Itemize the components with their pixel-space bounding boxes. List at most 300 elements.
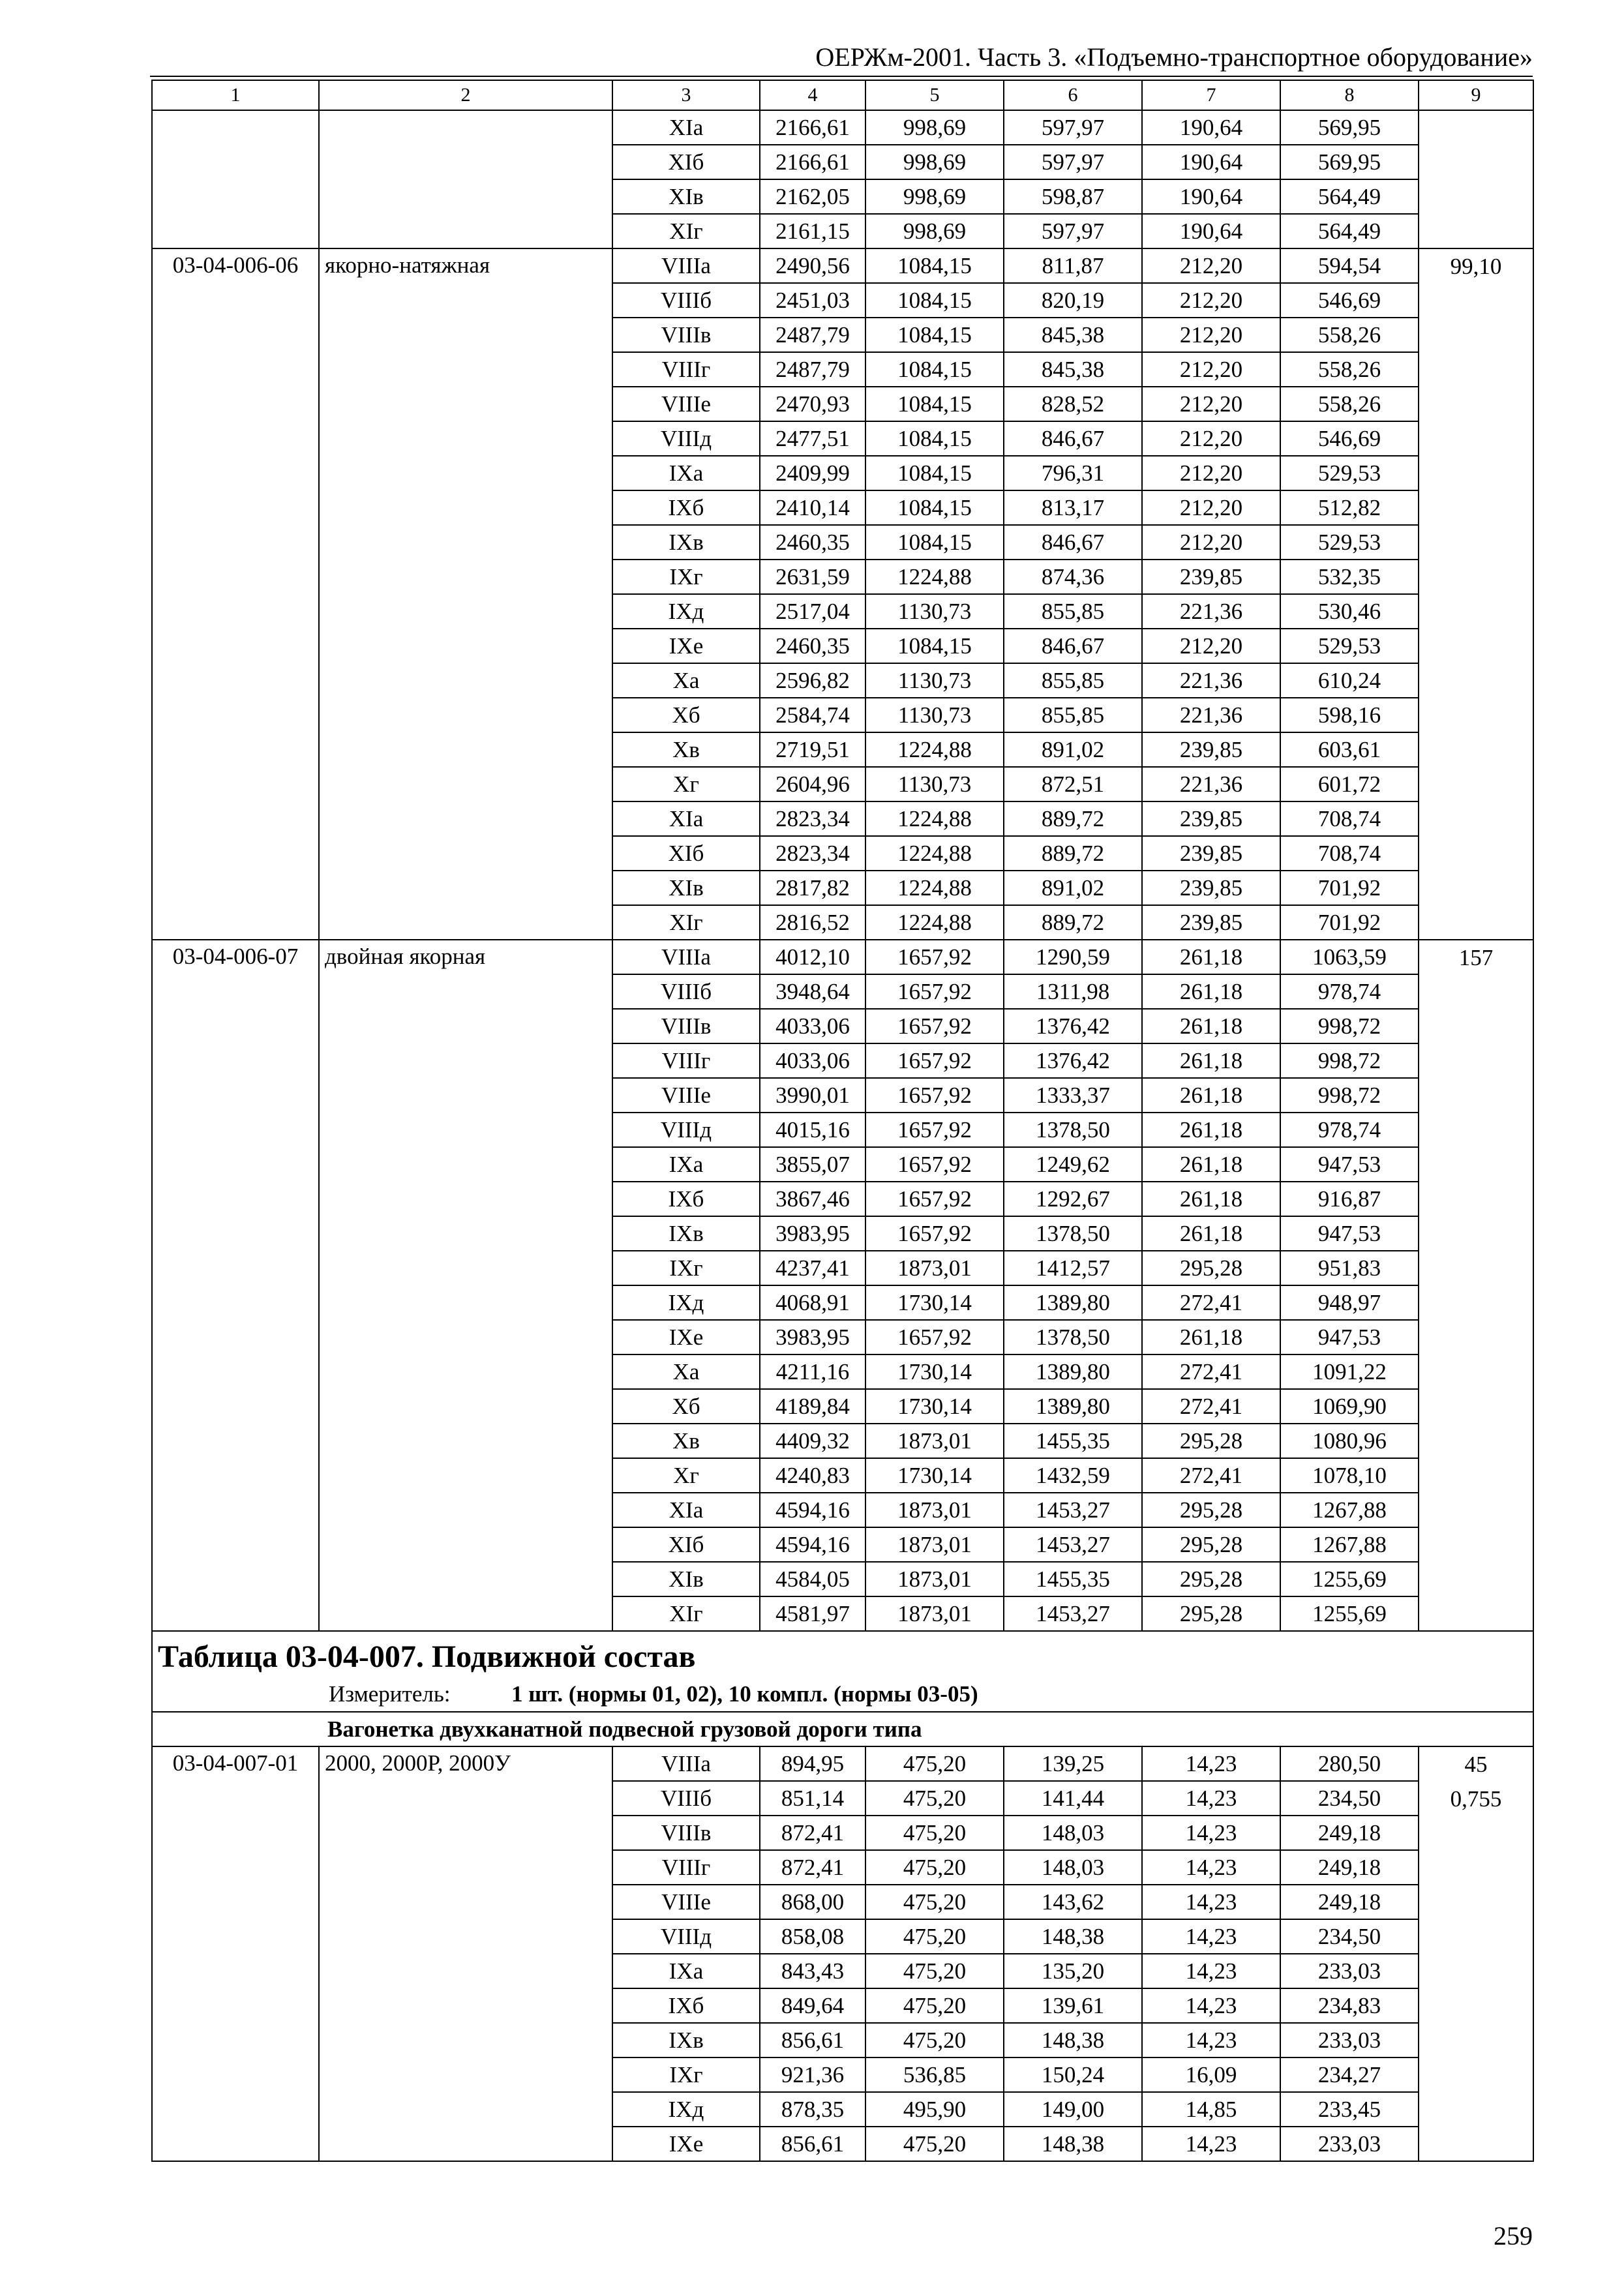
table-cell: 2451,03	[760, 283, 865, 318]
table-cell: 947,53	[1280, 1147, 1419, 1182]
table-cell: 233,45	[1280, 2092, 1419, 2127]
table-cell: Xб	[612, 698, 760, 732]
table-cell: 1267,88	[1280, 1527, 1419, 1562]
table-cell: 272,41	[1142, 1389, 1280, 1424]
table-cell: 249,18	[1280, 1885, 1419, 1919]
table-cell: 1292,67	[1004, 1182, 1142, 1216]
table-cell: 529,53	[1280, 629, 1419, 663]
table-cell: 148,38	[1004, 2023, 1142, 2057]
table-cell: 261,18	[1142, 1182, 1280, 1216]
table-cell: VIIIд	[612, 1113, 760, 1147]
table-title: Таблица 03-04-007. Подвижной состав	[158, 1639, 696, 1674]
table-cell: 272,41	[1142, 1458, 1280, 1493]
table-cell: 261,18	[1142, 974, 1280, 1009]
table-cell: 3990,01	[760, 1078, 865, 1113]
table-cell: 1730,14	[865, 1285, 1004, 1320]
table-cell: 1249,62	[1004, 1147, 1142, 1182]
table-cell: 948,97	[1280, 1285, 1419, 1320]
table-cell: 4237,41	[760, 1251, 865, 1285]
column-number: 1	[152, 80, 319, 110]
table-cell: 14,23	[1142, 1954, 1280, 1988]
table-cell: XIг	[612, 214, 760, 248]
table-cell: 1069,90	[1280, 1389, 1419, 1424]
table-cell: 1730,14	[865, 1354, 1004, 1389]
table-cell: 1130,73	[865, 594, 1004, 629]
table-cell: 603,61	[1280, 732, 1419, 767]
table-cell: 2166,61	[760, 145, 865, 179]
table-cell: 190,64	[1142, 110, 1280, 145]
table-cell: 261,18	[1142, 940, 1280, 974]
table-cell: 1084,15	[865, 525, 1004, 560]
table-cell: 569,95	[1280, 145, 1419, 179]
table-cell: 546,69	[1280, 421, 1419, 456]
table-cell: 261,18	[1142, 1113, 1280, 1147]
table-cell: Xб	[612, 1389, 760, 1424]
table-cell: 855,85	[1004, 663, 1142, 698]
table-cell: 261,18	[1142, 1043, 1280, 1078]
table-cell: 295,28	[1142, 1527, 1280, 1562]
table-cell: XIб	[612, 145, 760, 179]
table-cell: 708,74	[1280, 801, 1419, 836]
section-heading: Вагонетка двухканатной подвесной грузовой дороги типа	[152, 1712, 1533, 1746]
column-number: 6	[1004, 80, 1142, 110]
table-cell: 150,24	[1004, 2057, 1142, 2092]
table-cell: 1224,88	[865, 801, 1004, 836]
table-cell: 530,46	[1280, 594, 1419, 629]
table-cell: 475,20	[865, 1816, 1004, 1850]
table-cell: 1389,80	[1004, 1285, 1142, 1320]
table-cell: Xв	[612, 1424, 760, 1458]
row-code: 03-04-007-01	[152, 1746, 319, 2161]
row-rate	[1419, 110, 1533, 248]
table-cell: IXг	[612, 1251, 760, 1285]
table-cell: 597,97	[1004, 145, 1142, 179]
table-cell: 261,18	[1142, 1147, 1280, 1182]
table-cell: 1084,15	[865, 318, 1004, 352]
table-cell: 212,20	[1142, 283, 1280, 318]
table-cell: XIв	[612, 871, 760, 905]
rate-value: 157	[1458, 945, 1494, 970]
table-cell: 2487,79	[760, 352, 865, 387]
table-cell: 894,95	[760, 1746, 865, 1781]
table-cell: 1063,59	[1280, 940, 1419, 974]
table-cell: 546,69	[1280, 283, 1419, 318]
table-cell: VIIIб	[612, 283, 760, 318]
table-cell: IXа	[612, 456, 760, 490]
table-cell: 872,51	[1004, 767, 1142, 801]
table-cell: 295,28	[1142, 1596, 1280, 1631]
table-cell: XIа	[612, 110, 760, 145]
table-cell: 212,20	[1142, 248, 1280, 283]
table-cell: 239,85	[1142, 871, 1280, 905]
table-cell: 2823,34	[760, 801, 865, 836]
row-rate	[1419, 248, 1533, 940]
table-cell: 601,72	[1280, 767, 1419, 801]
table-cell: XIг	[612, 905, 760, 940]
table-cell: 1873,01	[865, 1596, 1004, 1631]
row-rate	[1419, 1746, 1533, 2161]
table-cell: 2470,93	[760, 387, 865, 421]
table-cell: 1267,88	[1280, 1493, 1419, 1527]
table-cell: 1376,42	[1004, 1009, 1142, 1043]
table-cell: IXб	[612, 490, 760, 525]
table-cell: IXе	[612, 629, 760, 663]
table-cell: 139,25	[1004, 1746, 1142, 1781]
table-cell: 1730,14	[865, 1458, 1004, 1493]
table-cell: 239,85	[1142, 801, 1280, 836]
table-cell: Xа	[612, 1354, 760, 1389]
table-cell: 536,85	[865, 2057, 1004, 2092]
table-cell: IXв	[612, 2023, 760, 2057]
table-cell: 475,20	[865, 1954, 1004, 1988]
table-cell: 495,90	[865, 2092, 1004, 2127]
table-cell: VIIIе	[612, 1885, 760, 1919]
table-cell: IXа	[612, 1954, 760, 1988]
running-header: ОЕРЖм-2001. Часть 3. «Подъемно-транспортное оборудование»	[815, 42, 1533, 72]
table-cell: 14,23	[1142, 1919, 1280, 1954]
table-cell: 1453,27	[1004, 1493, 1142, 1527]
table-cell: VIIIа	[612, 1746, 760, 1781]
column-number-row	[152, 80, 1533, 110]
table-cell: 212,20	[1142, 352, 1280, 387]
table-cell: 998,69	[865, 179, 1004, 214]
table-cell: 295,28	[1142, 1562, 1280, 1596]
table-cell: VIIIв	[612, 1816, 760, 1850]
page-number: 259	[1494, 2221, 1533, 2251]
table-cell: 2460,35	[760, 525, 865, 560]
table-row	[152, 1746, 1533, 1781]
table-cell: 978,74	[1280, 974, 1419, 1009]
table-cell: 868,00	[760, 1885, 865, 1919]
table-cell: 1657,92	[865, 1009, 1004, 1043]
table-cell: 4594,16	[760, 1493, 865, 1527]
rate-value: 0,755	[1450, 1786, 1502, 1812]
table-cell: 190,64	[1142, 179, 1280, 214]
table-cell: 295,28	[1142, 1493, 1280, 1527]
table-cell: 598,16	[1280, 698, 1419, 732]
column-number: 5	[865, 80, 1004, 110]
table-cell: 1255,69	[1280, 1596, 1419, 1631]
table-cell: IXг	[612, 560, 760, 594]
row-description	[319, 110, 612, 248]
table-cell: 820,19	[1004, 283, 1142, 318]
table-cell: 475,20	[865, 1988, 1004, 2023]
table-cell: 1130,73	[865, 663, 1004, 698]
table-cell: 2719,51	[760, 732, 865, 767]
table-cell: 889,72	[1004, 836, 1142, 871]
table-cell: 3948,64	[760, 974, 865, 1009]
table-cell: 1091,22	[1280, 1354, 1419, 1389]
table-row	[152, 110, 1533, 145]
row-description: двойная якорная	[319, 940, 612, 1631]
table-cell: 891,02	[1004, 871, 1142, 905]
table-cell: 2817,82	[760, 871, 865, 905]
column-number: 2	[319, 80, 612, 110]
table-cell: 475,20	[865, 2127, 1004, 2161]
table-cell: 261,18	[1142, 1320, 1280, 1354]
table-cell: 261,18	[1142, 1216, 1280, 1251]
table-cell: XIв	[612, 179, 760, 214]
table-cell: 855,85	[1004, 594, 1142, 629]
table-cell: VIIIв	[612, 1009, 760, 1043]
table-cell: IXе	[612, 2127, 760, 2161]
table-cell: 1084,15	[865, 352, 1004, 387]
table-cell: 4594,16	[760, 1527, 865, 1562]
table-cell: 234,27	[1280, 2057, 1419, 2092]
table-cell: Xа	[612, 663, 760, 698]
table-cell: XIб	[612, 836, 760, 871]
table-cell: 1084,15	[865, 629, 1004, 663]
table-cell: 2162,05	[760, 179, 865, 214]
table-cell: 234,50	[1280, 1919, 1419, 1954]
table-cell: IXе	[612, 1320, 760, 1354]
table-cell: 4068,91	[760, 1285, 865, 1320]
table-cell: 874,36	[1004, 560, 1142, 594]
table-cell: 1657,92	[865, 1043, 1004, 1078]
table-cell: 846,67	[1004, 421, 1142, 456]
table-cell: 272,41	[1142, 1285, 1280, 1320]
table-cell: 1657,92	[865, 1216, 1004, 1251]
table-cell: 1224,88	[865, 560, 1004, 594]
table-cell: 221,36	[1142, 767, 1280, 801]
table-cell: IXд	[612, 1285, 760, 1320]
table-cell: 843,43	[760, 1954, 865, 1988]
table-cell: 849,64	[760, 1988, 865, 2023]
table-cell: 135,20	[1004, 1954, 1142, 1988]
table-cell: 1080,96	[1280, 1424, 1419, 1458]
table-cell: 1311,98	[1004, 974, 1142, 1009]
table-cell: 708,74	[1280, 836, 1419, 871]
table-cell: 2596,82	[760, 663, 865, 698]
table-cell: 998,72	[1280, 1043, 1419, 1078]
row-code	[152, 110, 319, 248]
table-cell: 828,52	[1004, 387, 1142, 421]
table-cell: 212,20	[1142, 456, 1280, 490]
row-description: 2000, 2000Р, 2000У	[319, 1746, 612, 2161]
table-cell: 14,23	[1142, 1816, 1280, 1850]
table-cell: 221,36	[1142, 594, 1280, 629]
table-cell: 532,35	[1280, 560, 1419, 594]
table-cell: 872,41	[760, 1816, 865, 1850]
table-cell: 475,20	[865, 1850, 1004, 1885]
column-number: 4	[760, 80, 865, 110]
table-cell: 2490,56	[760, 248, 865, 283]
table-cell: 1873,01	[865, 1493, 1004, 1527]
table-cell: 3867,46	[760, 1182, 865, 1216]
table-cell: 598,87	[1004, 179, 1142, 214]
table-cell: 998,72	[1280, 1009, 1419, 1043]
table-cell: 2823,34	[760, 836, 865, 871]
table-cell: 2161,15	[760, 214, 865, 248]
table-cell: 564,49	[1280, 214, 1419, 248]
column-number: 9	[1419, 80, 1533, 110]
table-cell: 148,03	[1004, 1850, 1142, 1885]
table-cell: 1224,88	[865, 905, 1004, 940]
table-cell: 1657,92	[865, 1113, 1004, 1147]
table-cell: 1378,50	[1004, 1216, 1142, 1251]
table-cell: 845,38	[1004, 318, 1142, 352]
table-cell: 249,18	[1280, 1850, 1419, 1885]
row-rate	[1419, 940, 1533, 1631]
table-cell: 597,97	[1004, 110, 1142, 145]
table-cell: VIIIа	[612, 940, 760, 974]
table-cell: XIв	[612, 1562, 760, 1596]
table-cell: 1657,92	[865, 1147, 1004, 1182]
table-cell: VIIIг	[612, 352, 760, 387]
row-code: 03-04-006-06	[152, 248, 319, 940]
table-cell: 1873,01	[865, 1562, 1004, 1596]
table-cell: 212,20	[1142, 421, 1280, 456]
rate-value: 45	[1464, 1752, 1488, 1777]
table-cell: 2487,79	[760, 318, 865, 352]
table-cell: 1130,73	[865, 698, 1004, 732]
table-cell: 1873,01	[865, 1527, 1004, 1562]
table-cell: IXд	[612, 594, 760, 629]
table-cell: VIIIд	[612, 1919, 760, 1954]
table-cell: 558,26	[1280, 387, 1419, 421]
table-cell: 14,23	[1142, 1781, 1280, 1816]
table-cell: VIIIв	[612, 318, 760, 352]
table-cell: VIIIе	[612, 387, 760, 421]
table-cell: 1333,37	[1004, 1078, 1142, 1113]
table-cell: 1730,14	[865, 1389, 1004, 1424]
table-cell: Xв	[612, 732, 760, 767]
table-cell: IXа	[612, 1147, 760, 1182]
table-cell: 4584,05	[760, 1562, 865, 1596]
table-cell: 1224,88	[865, 871, 1004, 905]
table-cell: 594,54	[1280, 248, 1419, 283]
table-cell: 239,85	[1142, 836, 1280, 871]
table-cell: 889,72	[1004, 801, 1142, 836]
table-cell: 846,67	[1004, 629, 1142, 663]
rates-table	[151, 80, 1534, 2162]
table-cell: 212,20	[1142, 387, 1280, 421]
meter-value: 1 шт. (нормы 01, 02), 10 компл. (нормы 03-05)	[511, 1681, 978, 1707]
table-cell: 1432,59	[1004, 1458, 1142, 1493]
table-cell: 1078,10	[1280, 1458, 1419, 1493]
table-cell: 889,72	[1004, 905, 1142, 940]
table-cell: VIIIа	[612, 248, 760, 283]
table-cell: 190,64	[1142, 145, 1280, 179]
table-cell: 1084,15	[865, 248, 1004, 283]
table-cell: 190,64	[1142, 214, 1280, 248]
table-cell: 14,85	[1142, 2092, 1280, 2127]
table-cell: 233,03	[1280, 2023, 1419, 2057]
table-row	[152, 940, 1533, 974]
column-number: 8	[1280, 80, 1419, 110]
table-cell: VIIIе	[612, 1078, 760, 1113]
table-cell: 569,95	[1280, 110, 1419, 145]
table-cell: 851,14	[760, 1781, 865, 1816]
table-cell: 1453,27	[1004, 1527, 1142, 1562]
table-cell: 14,23	[1142, 1746, 1280, 1781]
table-cell: 261,18	[1142, 1009, 1280, 1043]
table-cell: 139,61	[1004, 1988, 1142, 2023]
table-title-row	[152, 1631, 1533, 1712]
table-cell: 916,87	[1280, 1182, 1419, 1216]
table-cell: XIа	[612, 801, 760, 836]
table-cell: 855,85	[1004, 698, 1142, 732]
table-cell: 143,62	[1004, 1885, 1142, 1919]
table-cell: 1657,92	[865, 1320, 1004, 1354]
table-cell: 239,85	[1142, 905, 1280, 940]
table-cell: VIIIг	[612, 1043, 760, 1078]
table-cell: 4012,10	[760, 940, 865, 974]
column-number: 3	[612, 80, 760, 110]
table-row	[152, 248, 1533, 283]
table-cell: IXв	[612, 525, 760, 560]
table-cell: 1657,92	[865, 1078, 1004, 1113]
table-cell: 998,72	[1280, 1078, 1419, 1113]
table-cell: 1455,35	[1004, 1424, 1142, 1458]
table-cell: 1084,15	[865, 456, 1004, 490]
table-cell: 951,83	[1280, 1251, 1419, 1285]
table-cell: 811,87	[1004, 248, 1142, 283]
table-cell: 1378,50	[1004, 1320, 1142, 1354]
table-cell: 558,26	[1280, 318, 1419, 352]
table-cell: 475,20	[865, 2023, 1004, 2057]
table-cell: VIIIб	[612, 974, 760, 1009]
table-cell: 14,23	[1142, 1988, 1280, 2023]
rate-value: 99,10	[1450, 254, 1502, 279]
table-cell: 295,28	[1142, 1424, 1280, 1458]
table-cell: 813,17	[1004, 490, 1142, 525]
table-cell: 529,53	[1280, 525, 1419, 560]
table-cell: VIIIг	[612, 1850, 760, 1885]
table-cell: 921,36	[760, 2057, 865, 2092]
table-cell: 2816,52	[760, 905, 865, 940]
table-cell: 4211,16	[760, 1354, 865, 1389]
table-cell: 564,49	[1280, 179, 1419, 214]
table-cell: 280,50	[1280, 1746, 1419, 1781]
table-cell: 2477,51	[760, 421, 865, 456]
table-cell: 239,85	[1142, 732, 1280, 767]
table-cell: 141,44	[1004, 1781, 1142, 1816]
table-cell: IXд	[612, 2092, 760, 2127]
table-cell: 529,53	[1280, 456, 1419, 490]
table-cell: 1657,92	[865, 1182, 1004, 1216]
table-cell: 16,09	[1142, 2057, 1280, 2092]
meter-line	[158, 1679, 1527, 1711]
table-cell: 272,41	[1142, 1354, 1280, 1389]
table-cell: 558,26	[1280, 352, 1419, 387]
header-rule	[150, 76, 1533, 77]
table-cell: 846,67	[1004, 525, 1142, 560]
table-cell: 1224,88	[865, 836, 1004, 871]
table-cell: 978,74	[1280, 1113, 1419, 1147]
table-cell: IXб	[612, 1988, 760, 2023]
table-cell: 2604,96	[760, 767, 865, 801]
table-cell: 4015,16	[760, 1113, 865, 1147]
table-cell: 796,31	[1004, 456, 1142, 490]
table-cell: IXг	[612, 2057, 760, 2092]
table-cell: 14,23	[1142, 2023, 1280, 2057]
table-cell: 872,41	[760, 1850, 865, 1885]
table-cell: 878,35	[760, 2092, 865, 2127]
table-cell: 148,38	[1004, 1919, 1142, 1954]
table-cell: 2631,59	[760, 560, 865, 594]
table-cell: 4033,06	[760, 1043, 865, 1078]
table-cell: 4189,84	[760, 1389, 865, 1424]
table-cell: 2517,04	[760, 594, 865, 629]
table-cell: 947,53	[1280, 1320, 1419, 1354]
table-cell: 701,92	[1280, 871, 1419, 905]
table-title-cell	[152, 1631, 1533, 1712]
table-cell: 856,61	[760, 2023, 865, 2057]
table-cell: 947,53	[1280, 1216, 1419, 1251]
table-cell: 4240,83	[760, 1458, 865, 1493]
table-cell: 249,18	[1280, 1816, 1419, 1850]
